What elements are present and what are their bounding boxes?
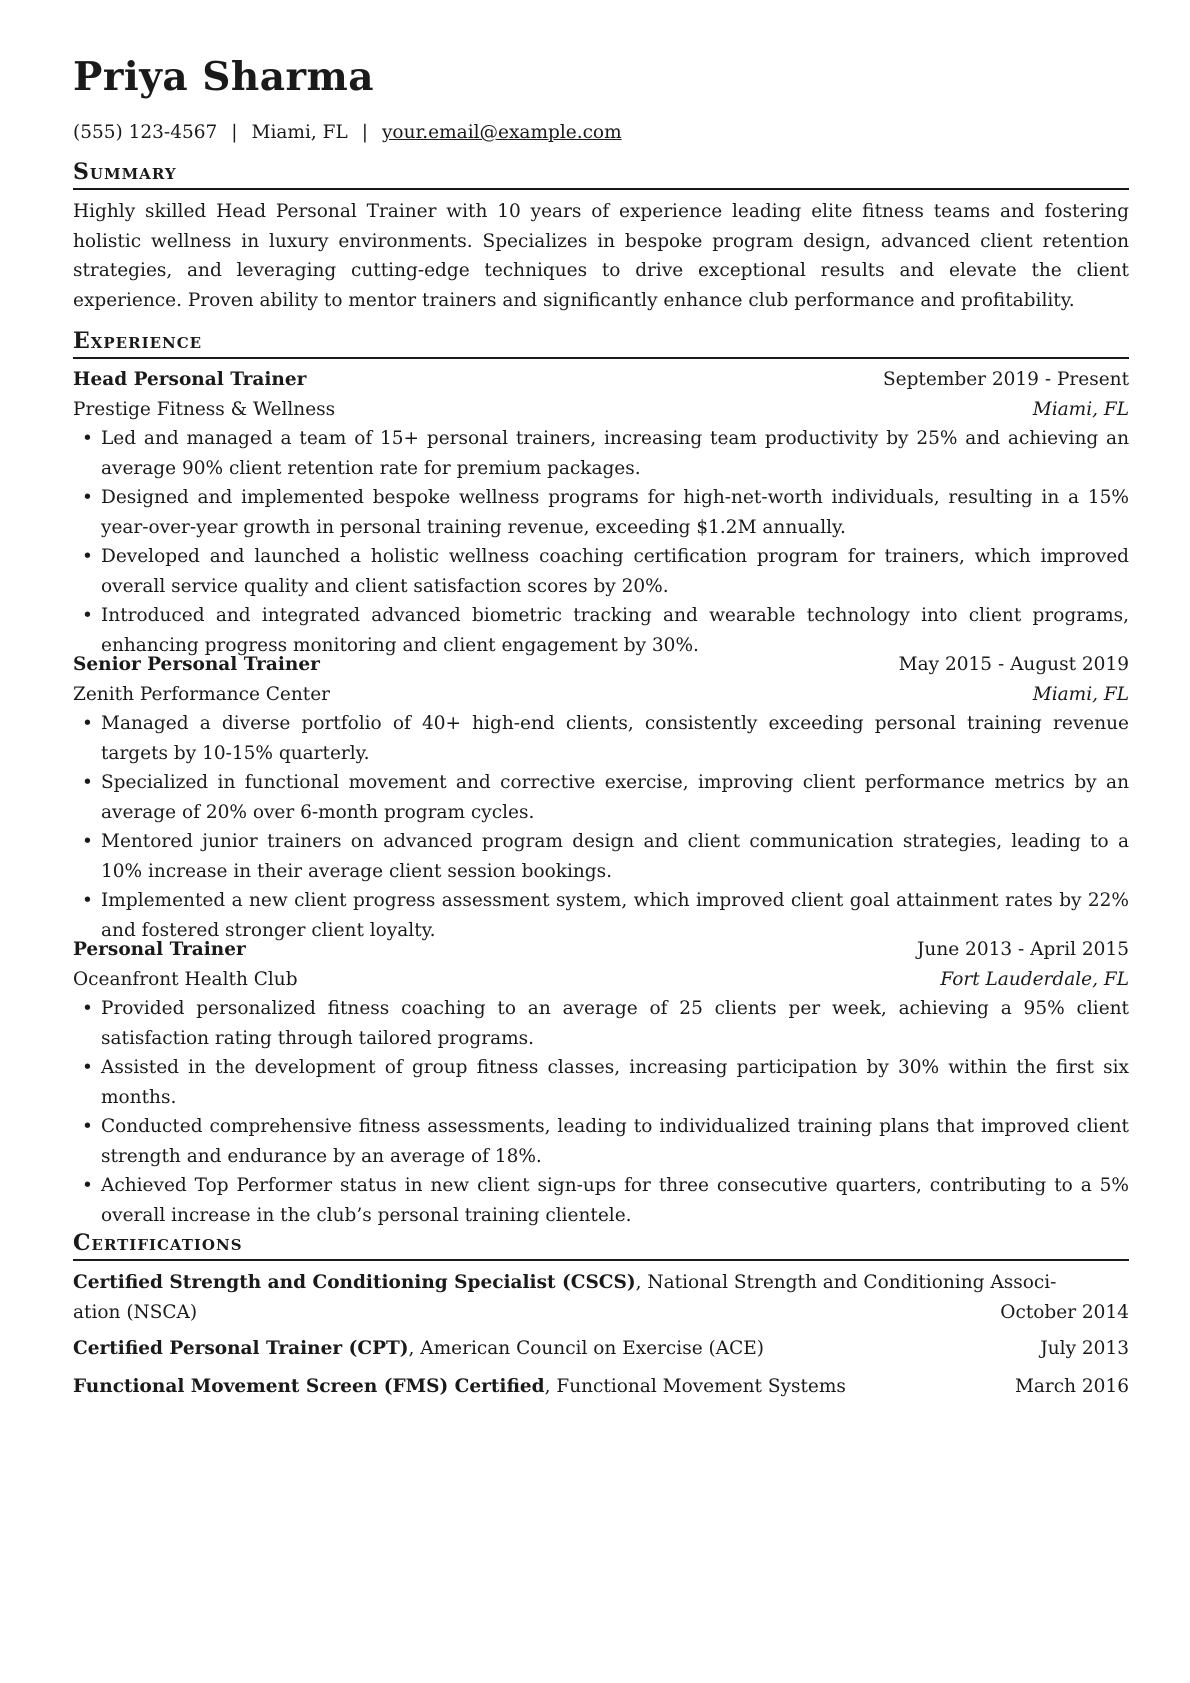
job-bullet: • Specialized in functional movement and corrective exercise, improving client performance metrics by an average of 20% over 6-month program cycles. [73,768,1129,827]
job-entry [73,365,1129,660]
job-entry [73,935,1129,1230]
job-company: Prestige Fitness & Wellness [73,398,336,420]
job-title: Head Personal Trainer [73,369,307,390]
experience-heading: Experience [73,330,1129,359]
contact-separator: | [361,122,368,143]
job-company: Zenith Performance Center [73,683,331,705]
job-header-row [73,650,1129,680]
job-location: Miami, FL [1032,398,1129,420]
email-link[interactable]: your.email@example.com [381,122,622,143]
certification-issuer: , American Council on Exercise (ACE) [408,1338,764,1359]
certification-line [73,1298,1129,1328]
candidate-name: Priya Sharma [73,54,375,100]
job-bullet: • Introduced and integrated advanced biometric tracking and wearable technology into client programs, enhancing progress monitoring and client engagement by 30%. [73,601,1129,660]
contact-separator: | [231,122,238,143]
job-dates: June 2013 - April 2015 [916,939,1129,960]
job-title: Senior Personal Trainer [73,654,320,675]
certifications-heading: Certifications [73,1232,1129,1261]
job-bullet: • Assisted in the development of group fitness classes, increasing participation by 30% within the first six months. [73,1053,1129,1112]
job-header-row [73,365,1129,395]
job-company-row [73,395,1129,425]
contact-line [73,124,622,143]
certification-entry [73,1372,1129,1402]
certification-name: Certified Personal Trainer (CPT) [73,1338,409,1359]
job-bullets [73,709,1129,945]
job-bullet: • Led and managed a team of 15+ personal trainers, increasing team productivity by 25% and achieving an average 90% client retention rate for premium packages. [73,424,1129,483]
job-location: Miami, FL [1032,683,1129,705]
job-bullet: • Mentored junior trainers on advanced program design and client communication strategies, leading to a 10% increase in their average client session bookings. [73,827,1129,886]
job-bullet: • Achieved Top Performer status in new client sign-ups for three consecutive quarters, contributing to a 5% overall increase in the club’s personal training clientele. [73,1171,1129,1230]
summary-heading: Summary [73,161,1129,190]
job-bullets [73,424,1129,660]
location: Miami, FL [251,122,348,143]
certification-line [73,1268,1129,1298]
job-location: Fort Lauderdale, FL [940,968,1129,990]
certification-entry [73,1268,1129,1327]
job-bullets [73,994,1129,1230]
certification-date: March 2016 [1014,1376,1129,1397]
job-dates: September 2019 - Present [882,369,1129,390]
certification-issuer: , Functional Movement Systems [544,1376,846,1397]
certification-entry [73,1334,1129,1364]
summary-text: Highly skilled Head Personal Trainer with 10 years of experience leading elite fitness teams and fostering holistic wellness in luxury environments. Specializes in bespoke program design, advanced client retention strategies, and leveraging cutting-edge techniques to drive exceptional results and elevate the client experience. Proven ability to mentor trainers and significantly enhance club performance and profitability. [73,201,1129,311]
job-title: Personal Trainer [73,939,246,960]
certification-date: July 2013 [1040,1338,1129,1359]
certification-issuer: ation (NSCA) [73,1301,198,1323]
job-bullet: • Managed a diverse portfolio of 40+ high-end clients, consistently exceeding personal training revenue targets by 10-15% quarterly. [73,709,1129,768]
job-bullet: • Conducted comprehensive fitness assessments, leading to individualized training plans that improved client strength and endurance by an average of 18%. [73,1112,1129,1171]
job-bullet: • Provided personalized fitness coaching to an average of 25 clients per week, achieving a 95% client satisfaction rating through tailored programs. [73,994,1129,1053]
job-entry [73,650,1129,945]
job-bullet: • Developed and launched a holistic wellness coaching certification program for trainers, which improved overall service quality and client satisfaction scores by 20%. [73,542,1129,601]
job-company-row [73,965,1129,995]
job-company: Oceanfront Health Club [73,968,298,990]
certification-date: October 2014 [1000,1301,1129,1323]
job-bullet: • Designed and implemented bespoke wellness programs for high-net-worth individuals, resulting in a 15% year-over-year growth in personal training revenue, exceeding $1.2M annually. [73,483,1129,542]
certification-name: Certified Strength and Conditioning Specialist (CSCS) [73,1272,636,1293]
phone-number: (555) 123-4567 [73,122,218,143]
certification-line [73,1334,764,1364]
job-dates: May 2015 - August 2019 [898,654,1129,675]
certification-name: Functional Movement Screen (FMS) Certified [73,1376,545,1397]
certification-line [73,1372,846,1402]
job-company-row [73,680,1129,710]
job-header-row [73,935,1129,965]
certification-issuer: , National Strength and Conditioning Associ- [635,1272,1057,1293]
job-bullet: • Implemented a new client progress assessment system, which improved client goal attainment rates by 22% and fostered stronger client loyalty. [73,886,1129,945]
